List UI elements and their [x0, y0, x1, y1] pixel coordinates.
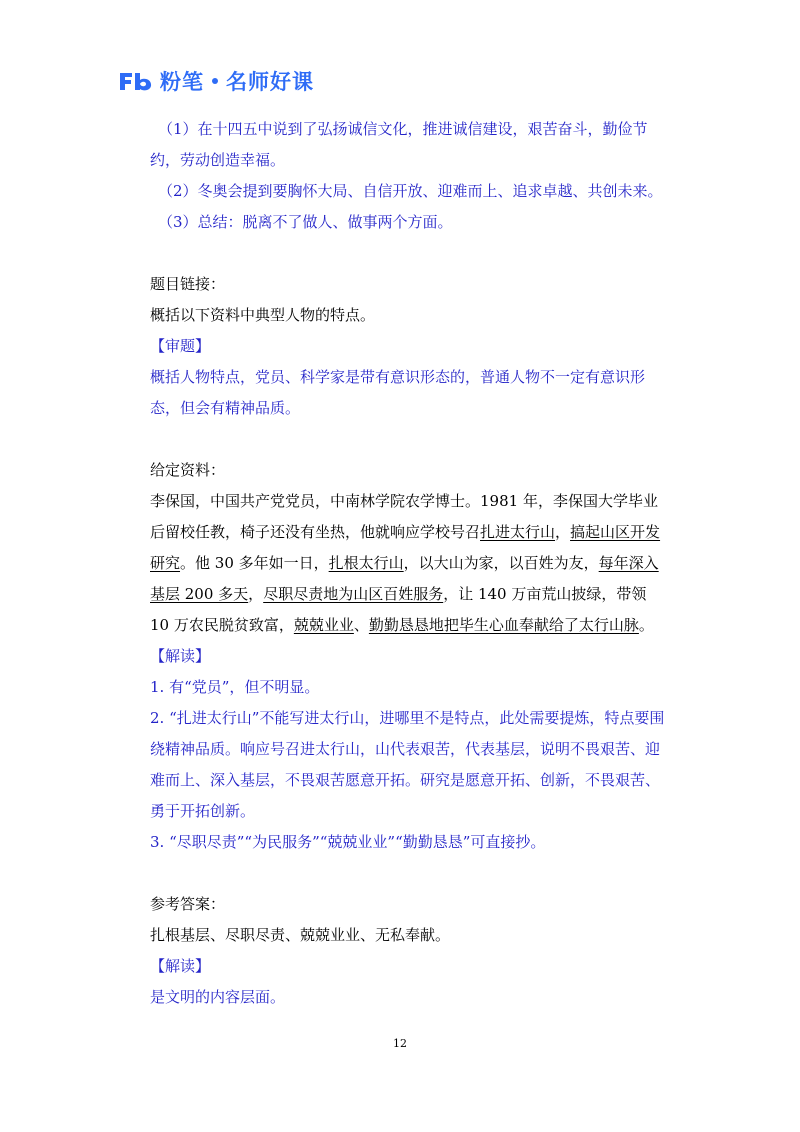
header-logo	[118, 66, 314, 96]
analysis-tag: 【解读】	[150, 647, 211, 665]
intro-point-1: （1）在十四五中说到了弘扬诚信文化，推进诚信建设，艰苦奋斗，勤俭节约，劳动创造幸福。	[150, 120, 648, 169]
review-text: 概括人物特点，党员、科学家是带有意识形态的，普通人物不一定有意识形态，但会有精神品质。	[150, 368, 646, 417]
brand-name: 粉笔	[160, 70, 204, 94]
answer-analysis-note: 是文明的内容层面。	[150, 988, 286, 1006]
material-heading: 给定资料：	[150, 461, 226, 479]
answer-heading: 参考答案：	[150, 895, 226, 913]
brand-separator-dot	[212, 78, 218, 84]
brand-tagline: 名师好课	[226, 70, 314, 94]
review-tag: 【审题】	[150, 337, 211, 355]
intro-point-2: （2）冬奥会提到要胸怀大局、自信开放、迎难而上、追求卓越、共创未来。	[158, 182, 663, 200]
question-text: 概括以下资料中典型人物的特点。	[150, 306, 376, 324]
intro-point-3: （3）总结：脱离不了做人、做事两个方面。	[158, 213, 453, 231]
material-text: 李保国，中国共产党党员，中南林学院农学博士。1981 年，李保国大学毕业后留校任教，椅子还没有坐热，他就响应学校号召扎进太行山，搞起山区开发研究。他 30 多年如一日，扎根太行山，以大山为家，以百姓为友，每年深入基层 200 多天，尽职尽责地为山区百姓服务，让 140 万亩荒山披绿，带领 10 万农民脱贫致富，兢兢业业、勤勤恳恳地把毕生心血奉献给了太行山脉。	[150, 492, 661, 634]
analysis-item-3: 3. “尽职尽责”“为民服务”“兢兢业业”“勤勤恳恳”可直接抄。	[150, 833, 546, 851]
answer-text: 扎根基层、尽职尽责、兢兢业业、无私奉献。	[150, 926, 451, 944]
page-number: 12	[393, 1037, 407, 1050]
answer-analysis-tag: 【解读】	[150, 957, 211, 975]
link-heading: 题目链接：	[150, 275, 226, 293]
document-body	[150, 114, 670, 1013]
fb-logo-icon	[118, 69, 156, 93]
analysis-item-2: 2. “扎进太行山”不能写进太行山，进哪里不是特点，此处需要提炼，特点要围绕精神品质。响应号召进太行山，山代表艰苦，代表基层，说明不畏艰苦、迎难而上、深入基层，不畏艰苦愿意开拓。研究是愿意开拓、创新，不畏艰苦、勇于开拓创新。	[150, 709, 665, 820]
analysis-item-1: 1. 有“党员”，但不明显。	[150, 678, 320, 696]
